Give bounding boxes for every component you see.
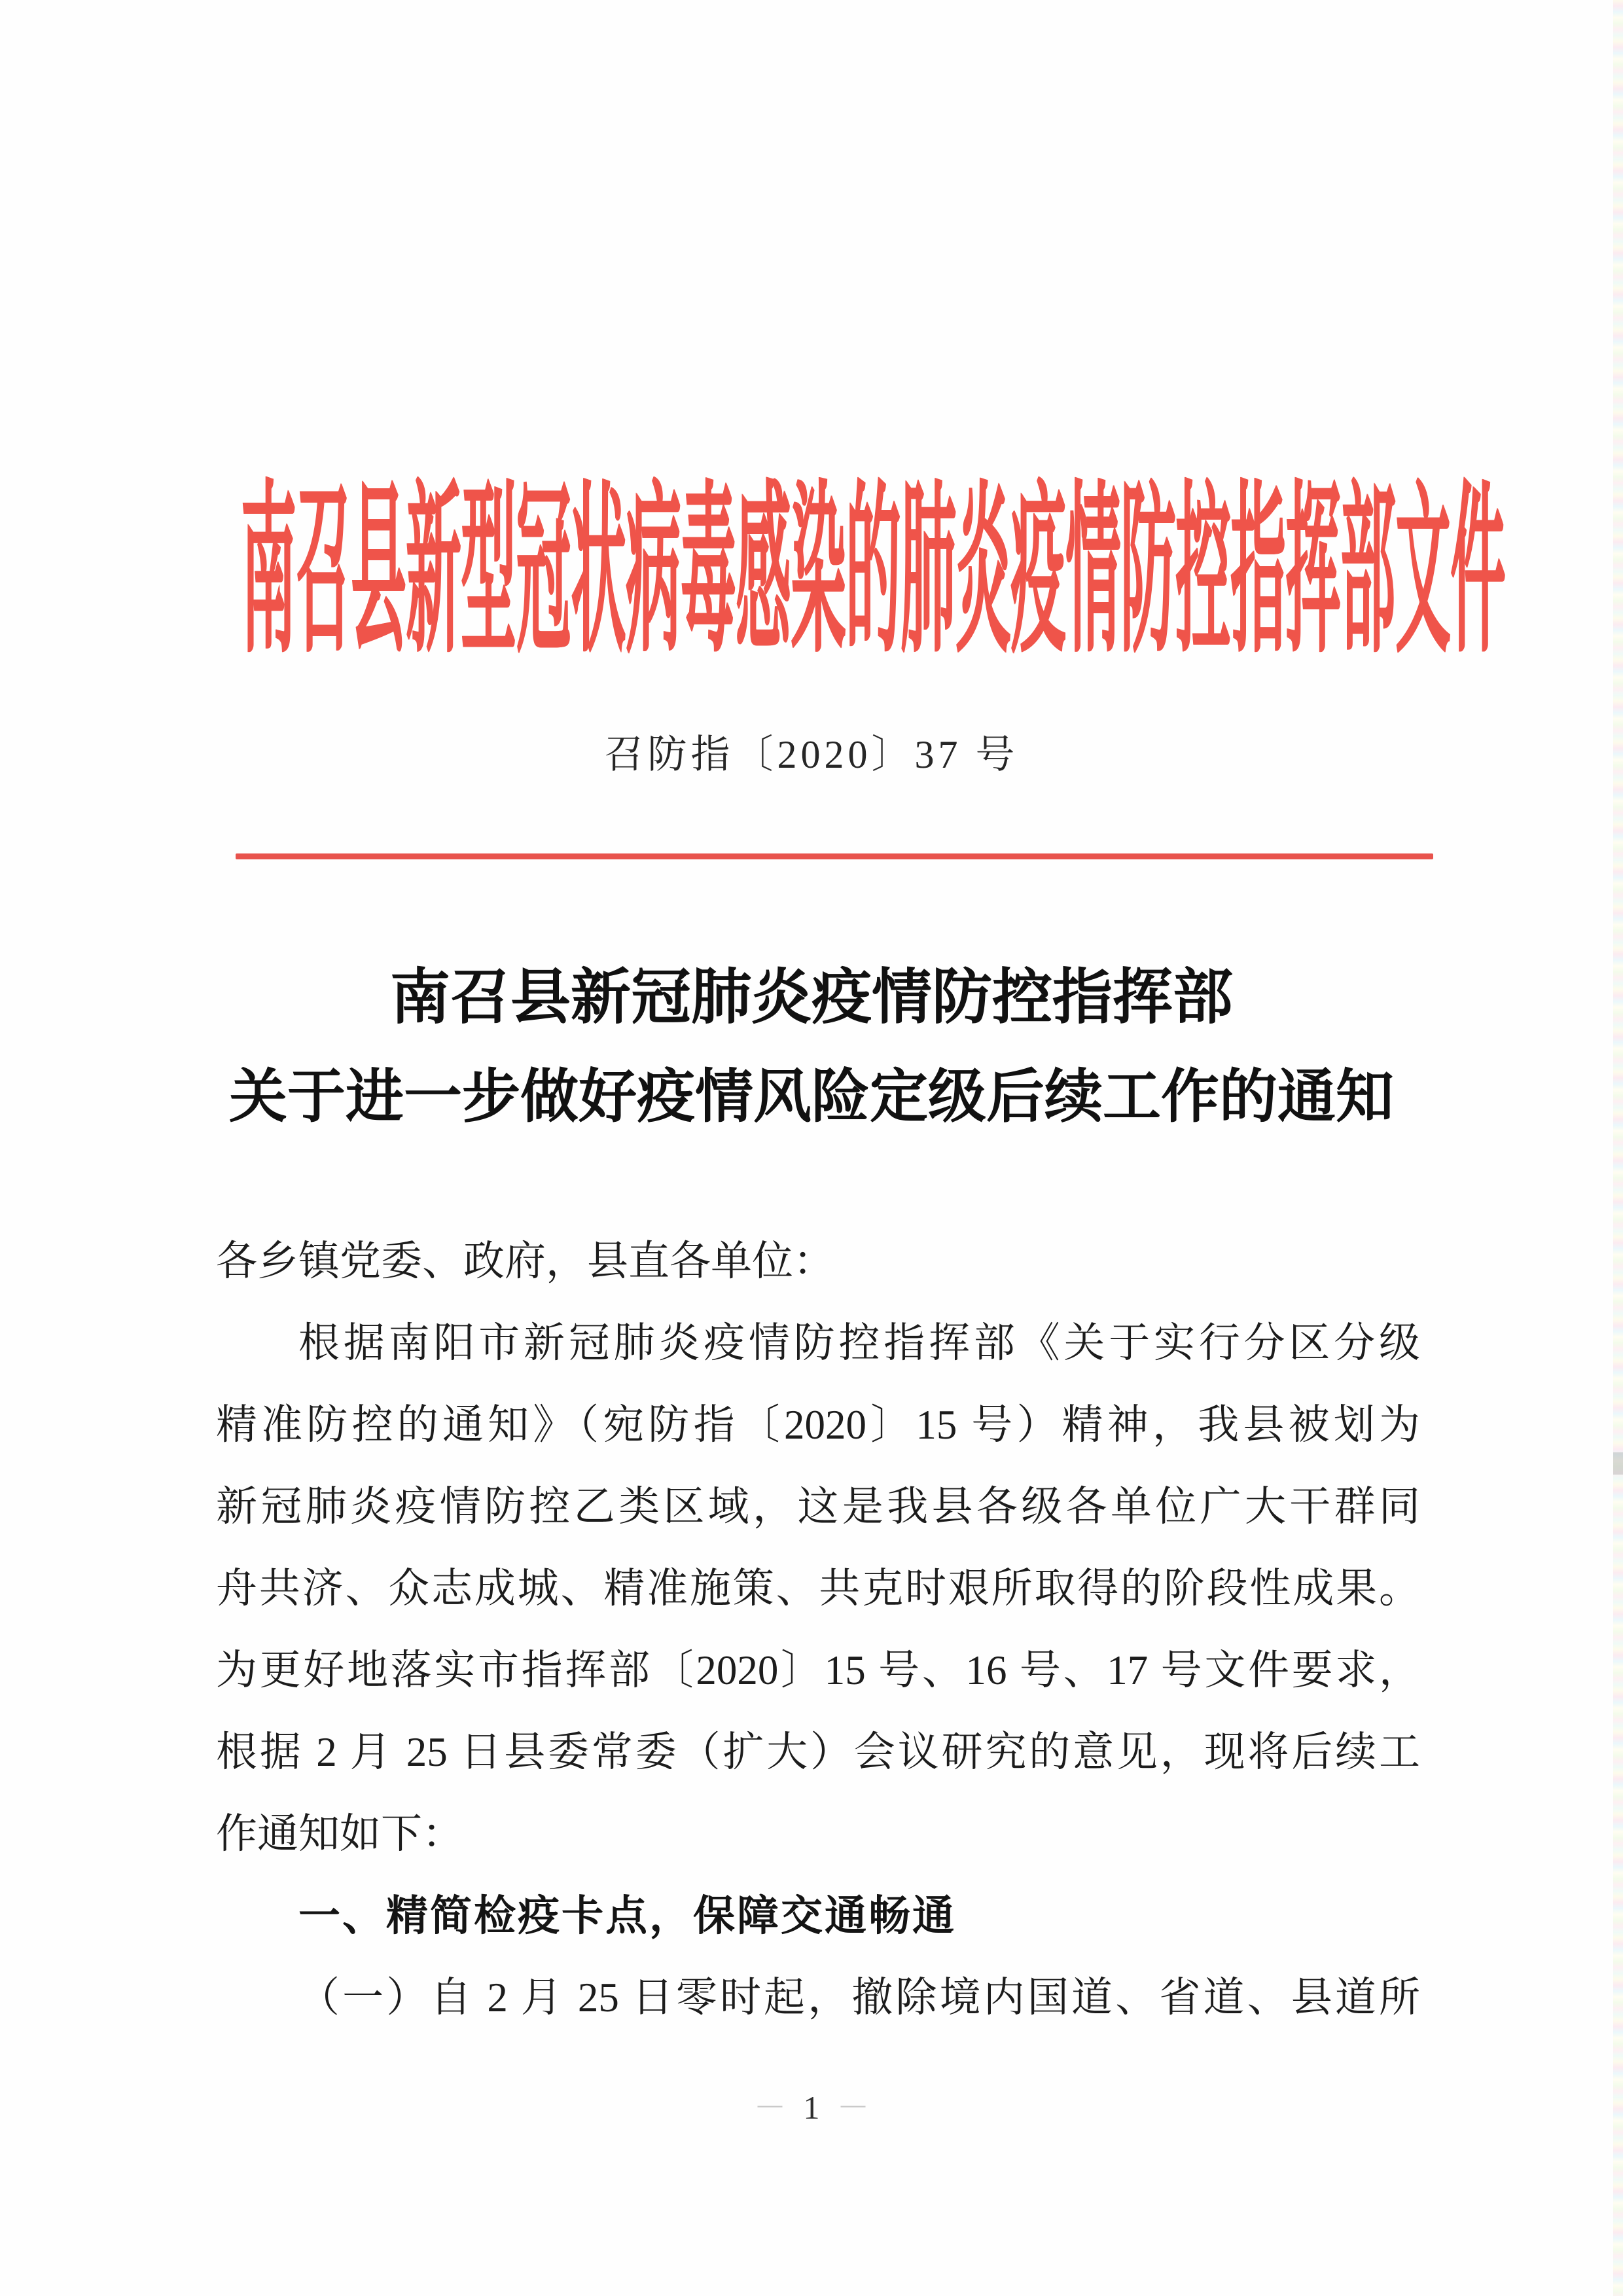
- body-line: 新冠肺炎疫情防控乙类区域，这是我县各级各单位广大干群同: [216, 1484, 1420, 1530]
- scan-edge-noise: [1613, 0, 1623, 2296]
- document-title-line-2: 关于进一步做好疫情风险定级后续工作的通知: [229, 1066, 1394, 1130]
- page-number: [0, 2081, 1623, 2128]
- salutation-line: 各乡镇党委、政府，县直各单位：: [216, 1238, 834, 1284]
- body-line: 为更好地落实市指挥部〔2020〕15 号、16 号、17 号文件要求，: [216, 1647, 1420, 1693]
- scan-edge-notch: [1613, 1452, 1623, 1475]
- document-body: [216, 1221, 1420, 2039]
- red-divider-rule: [236, 853, 1433, 859]
- section-heading: 一、精简检疫卡点，保障交通畅通: [298, 1892, 956, 1939]
- document-number: 召防指〔2020〕37 号: [604, 733, 1019, 776]
- body-line: 舟共济、众志成城、精准施策、共克时艰所取得的阶段性成果。: [216, 1566, 1420, 1611]
- body-line: 根据南阳市新冠肺炎疫情防控指挥部《关于实行分区分级: [298, 1320, 1420, 1366]
- page-number-dash-right: －: [836, 2089, 870, 2126]
- red-header-banner-text: 南召县新型冠状病毒感染的肺炎疫情防控指挥部文件: [241, 472, 1506, 676]
- page-number-dash-left: －: [753, 2089, 787, 2126]
- document-title-line-1: 南召县新冠肺炎疫情防控指挥部: [389, 964, 1233, 1031]
- body-line: 作通知如下：: [216, 1811, 463, 1857]
- body-line: 精准防控的通知》（宛防指〔2020〕15 号）精神，我县被划为: [216, 1402, 1420, 1448]
- red-header-banner: [241, 458, 1506, 676]
- body-line: 根据 2 月 25 日县委常委（扩大）会议研究的意见，现将后续工: [216, 1729, 1420, 1775]
- page-number-value: 1: [803, 2089, 820, 2126]
- body-line: （一）自 2 月 25 日零时起，撤除境内国道、省道、县道所: [298, 1975, 1420, 2020]
